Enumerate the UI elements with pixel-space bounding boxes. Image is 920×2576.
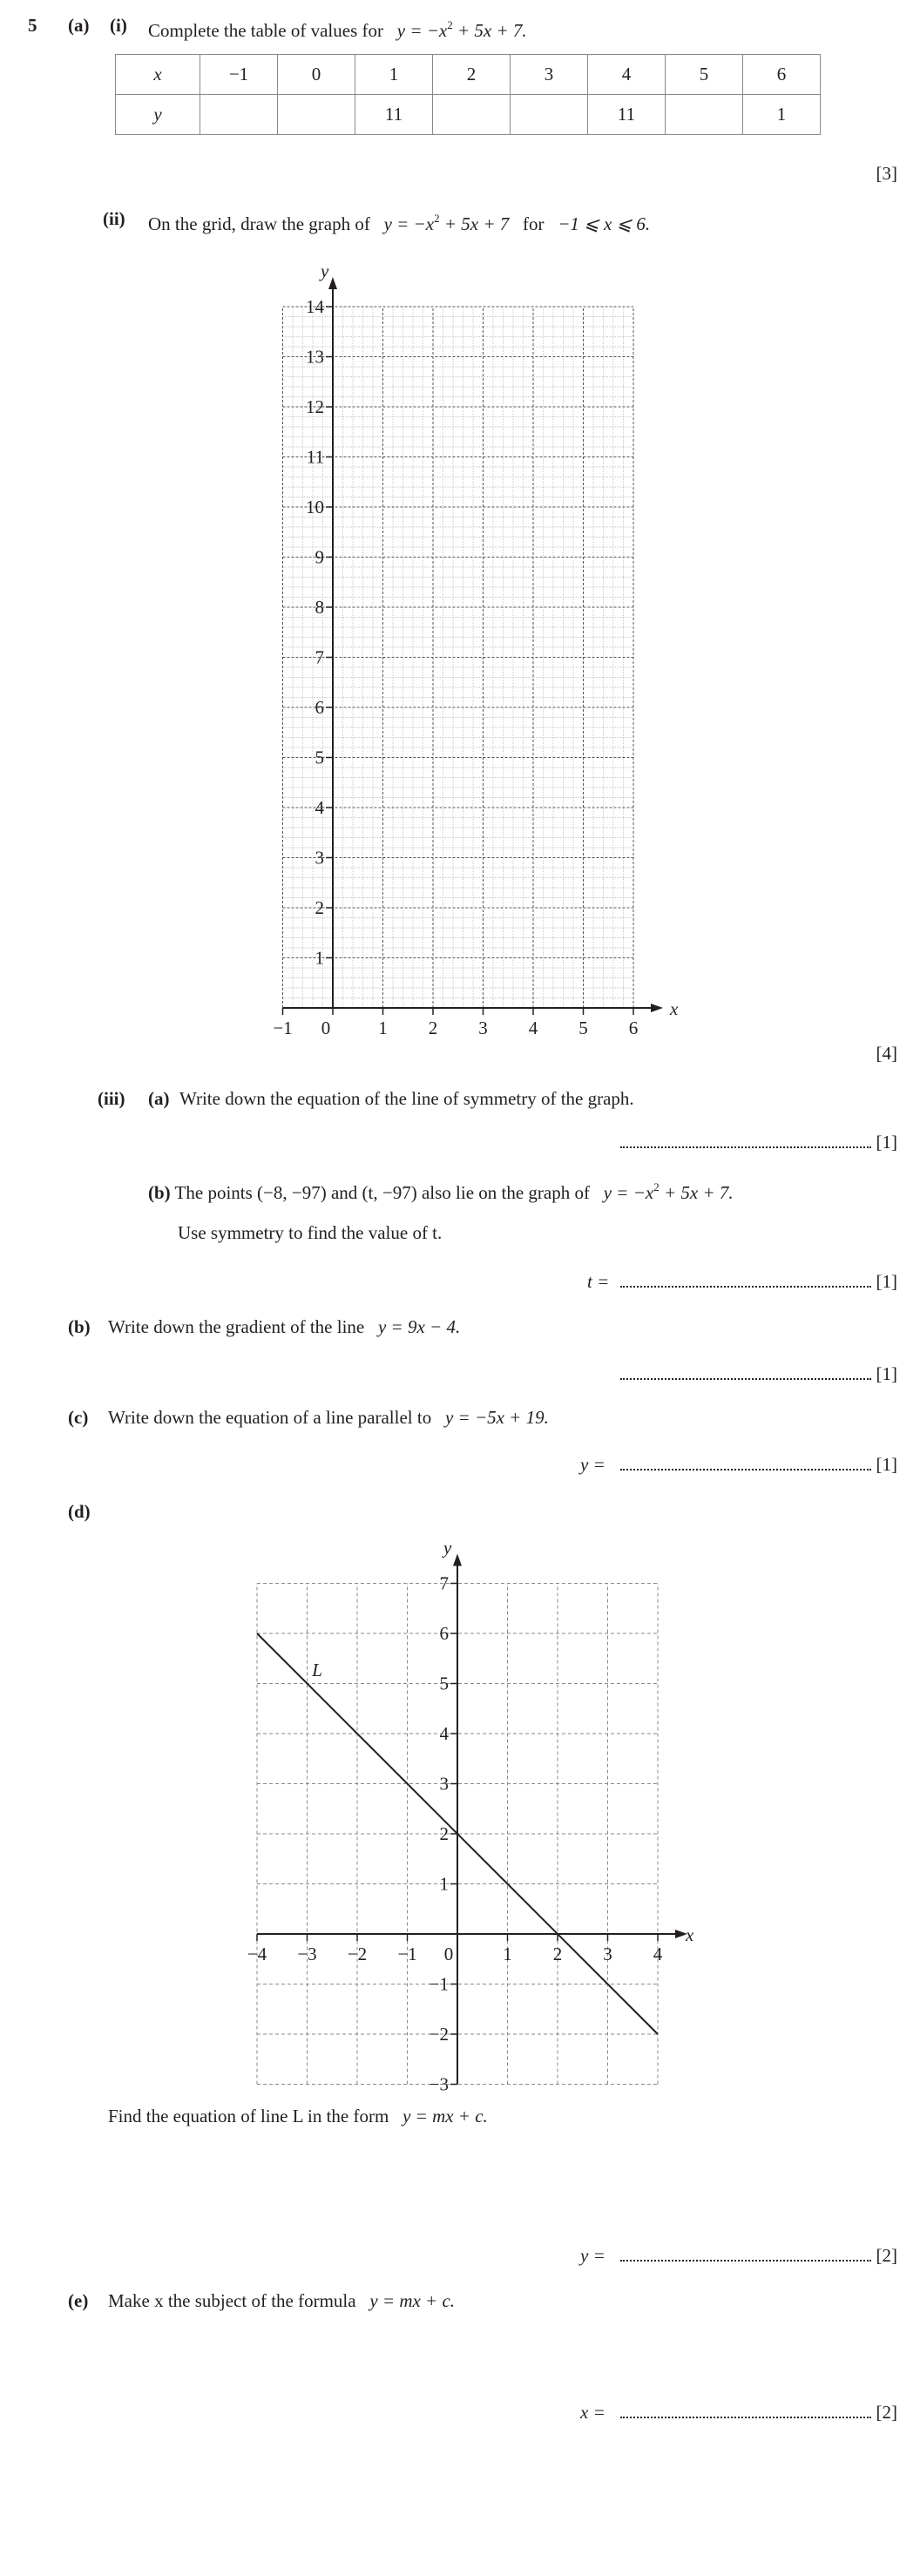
y-tick-label: −2 [429,2024,449,2045]
line-l-chart [0,1516,920,2095]
part-a-ii-eq-exponent: 2 [434,212,440,225]
y-axis-label: y [443,1537,452,1558]
x-tick-label: 0 [443,1944,454,1964]
x-axis-label: x [686,1924,694,1945]
x-tick-label: 4 [653,1944,663,1964]
y-tick-label: 7 [439,1572,449,1594]
part-d-instruction [108,2105,488,2127]
y-tick-label: 4 [315,797,324,818]
part-a-iii-b-text-1: The points (−8, −97) and (t, −97) also lie on the graph of [174,1182,590,1203]
equation-lhs: y [396,20,406,41]
part-c-instruction [108,1406,549,1429]
part-a-iii-a-label: (a) [148,1088,170,1109]
x-tick-label: 1 [378,1018,388,1038]
y-tick-label: 10 [306,497,324,517]
x-tick-label: 5 [578,1018,588,1038]
values-table [115,54,821,135]
y-tick-label: 8 [315,597,324,618]
part-a-iii-label: (iii) [98,1088,125,1109]
part-a-iii-a-marks: [1] [876,1132,897,1153]
part-a-iii-b-label: (b) [148,1182,171,1203]
part-a-label: (a) [68,15,90,36]
equation-rhs-2: + 5x + 7. [452,20,527,41]
part-a-iii-b-eq-exponent: 2 [653,1180,660,1193]
part-a-iii-b-eq-1: y = −x [603,1182,654,1203]
y-tick-label: 9 [315,546,324,568]
table-cell-y: 11 [588,95,666,135]
y-tick-label: 7 [315,646,324,668]
part-a-ii-text-1: On the grid, draw the graph of [148,213,370,234]
part-a-i-text: Complete the table of values for [148,20,383,41]
table-header-y: y [116,95,200,135]
part-e-marks: [2] [876,2402,897,2423]
table-cell-x: 2 [433,55,511,95]
answer-prefix-d: y = [580,2245,605,2266]
equation-rhs-1: = −x [409,20,448,41]
answer-line-a-iii-a[interactable] [620,1146,871,1148]
part-a-iii-b-eq-2: + 5x + 7. [659,1182,734,1203]
x-tick-label: −3 [297,1944,317,1964]
table-cell-x: 6 [743,55,821,95]
table-cell-y[interactable] [511,95,588,135]
y-tick-label: 2 [315,897,324,918]
part-a-ii-instruction [148,207,650,235]
part-a-iii-b-text-2: Use symmetry to find the value of t. [178,1222,443,1243]
part-b-marks: [1] [876,1363,897,1384]
y-axis-arrow [328,277,337,289]
part-a-iii-a-text: Write down the equation of the line of symmetry of the graph. [179,1088,634,1109]
y-tick-label: −1 [429,1973,449,1995]
x-tick-label: 3 [603,1944,612,1964]
x-tick-label: 6 [628,1018,639,1038]
table-cell-y[interactable] [278,95,355,135]
table-cell-x: 1 [355,55,433,95]
line-l-label: L [312,1659,322,1680]
table-cell-y: 11 [355,95,433,135]
x-tick-label: −1 [273,1018,293,1038]
x-tick-label: 2 [428,1018,438,1038]
x-tick-label: −4 [247,1944,267,1964]
equation-exponent: 2 [447,18,453,31]
part-e-instruction [108,2289,455,2312]
part-e-label: (e) [68,2290,89,2311]
answer-prefix-c: y = [580,1454,605,1475]
y-tick-label: 2 [439,1823,449,1844]
table-cell-x: 4 [588,55,666,95]
table-row-y [116,95,821,135]
part-d-equation: y = mx + c. [402,2106,488,2126]
y-tick-label: 6 [315,697,324,718]
answer-line-b[interactable] [620,1378,871,1380]
answer-line-c[interactable] [620,1469,871,1471]
part-c-equation: y = −5x + 19. [444,1407,549,1428]
part-c-label: (c) [68,1407,89,1428]
table-cell-y[interactable] [200,95,278,135]
x-tick-label: −2 [347,1944,368,1964]
y-tick-label: 14 [306,296,324,317]
part-a-iii-b-instruction [148,1176,734,1204]
y-tick-label: 11 [306,446,324,468]
answer-line-e[interactable] [620,2417,871,2418]
part-d-label: (d) [68,1501,91,1522]
question-number: 5 [28,15,37,36]
x-tick-label: 2 [552,1944,563,1964]
x-axis-label: x [670,998,679,1019]
part-b-instruction [108,1315,460,1338]
table-header-x: x [116,55,200,95]
table-cell-y[interactable] [666,95,743,135]
answer-prefix-t: t = [587,1271,610,1292]
part-b-equation: y = 9x − 4. [377,1316,461,1337]
part-a-ii-label: (ii) [103,208,125,229]
part-a-ii-eq-1: y = −x [383,213,435,234]
table-cell-y: 1 [743,95,821,135]
y-tick-label: 5 [315,747,324,768]
table-cell-x: 5 [666,55,743,95]
y-tick-label: −3 [429,2073,449,2095]
answer-line-d[interactable] [620,2260,871,2262]
part-d-text: Find the equation of line L in the form [108,2106,389,2126]
y-tick-label: 5 [439,1673,449,1694]
x-tick-label: −1 [397,1944,417,1964]
y-tick-label: 12 [306,396,324,417]
x-tick-label: 1 [503,1944,512,1964]
part-e-text: Make x the subject of the formula [108,2290,356,2311]
part-a-i-label: (i) [110,15,127,36]
x-tick-label: 0 [321,1018,331,1038]
part-a-ii-range: −1 ⩽ x ⩽ 6. [558,213,651,234]
y-tick-label: 3 [315,847,324,869]
y-axis-arrow [453,1554,462,1566]
part-a-iii-b-marks: [1] [876,1271,897,1292]
y-tick-label: 3 [439,1773,449,1795]
part-c-marks: [1] [876,1454,897,1475]
y-tick-label: 6 [439,1623,449,1644]
answer-prefix-e: x = [580,2402,605,2423]
x-tick-label: 3 [478,1018,488,1038]
quadratic-grid-chart[interactable] [0,244,920,1045]
y-tick-label: 1 [315,947,324,969]
part-a-i-instruction [148,14,527,42]
table-row-x [116,55,821,95]
x-axis-arrow [651,1004,663,1012]
part-a-i-marks: [3] [876,163,897,184]
part-b-label: (b) [68,1316,91,1337]
part-a-ii-eq-2: + 5x + 7 [439,213,510,234]
part-e-equation: y = mx + c. [369,2290,456,2311]
part-c-text: Write down the equation of a line parallel to [108,1407,432,1428]
answer-line-a-iii-b[interactable] [620,1286,871,1288]
y-tick-label: 13 [306,346,324,368]
y-tick-label: 1 [439,1873,449,1895]
table-cell-x: −1 [200,55,278,95]
table-cell-y[interactable] [433,95,511,135]
y-tick-label: 4 [439,1723,449,1744]
part-a-ii-marks: [4] [876,1043,897,1064]
table-cell-x: 0 [278,55,355,95]
part-d-marks: [2] [876,2245,897,2266]
part-a-ii-text-2: for [523,213,545,234]
y-axis-label: y [321,260,329,281]
part-b-text: Write down the gradient of the line [108,1316,365,1337]
table-cell-x: 3 [511,55,588,95]
x-tick-label: 4 [528,1018,538,1038]
